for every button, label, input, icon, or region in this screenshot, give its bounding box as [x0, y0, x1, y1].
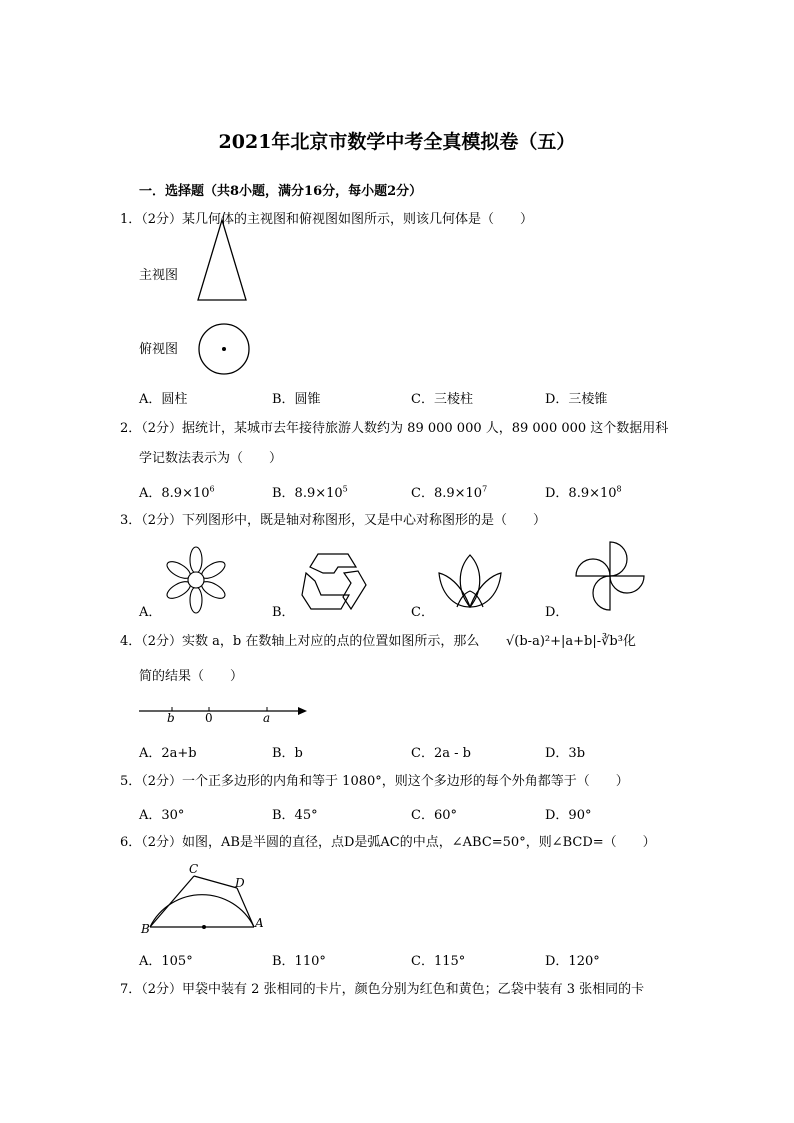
question-4-line1: 4．（2分）实数 a，b 在数轴上对应的点的位置如图所示，那么: [120, 634, 480, 649]
section-heading: 一．选择题（共8小题，满分16分，每小题2分）: [139, 184, 423, 199]
question-6-text: 6．（2分）如图，AB是半圆的直径，点D是弧AC的中点，∠ABC=50°，则∠BCD=（ ）: [120, 835, 656, 850]
top-view-label: 俯视图: [139, 342, 179, 357]
q3-option-d: D．: [545, 605, 569, 620]
q5-option-c: C．60°: [411, 808, 457, 823]
axis-label-a: a: [263, 711, 271, 725]
page-title: 2021年北京市数学中考全真模拟卷（五）: [218, 131, 576, 153]
q2-option-b: B．$8.9\times 10^5$: [272, 484, 348, 501]
q3-option-a: A．: [139, 605, 162, 620]
pinwheel-figure: [574, 540, 646, 612]
axis-label-zero: 0: [205, 711, 213, 725]
q3-option-c: C．: [411, 605, 434, 620]
q1-option-d: D．三棱锥: [545, 392, 608, 407]
q4-option-a: A．2a+b: [139, 746, 197, 761]
question-4-expression: √(b-a)²+|a+b|-∛b³化: [506, 634, 636, 649]
front-view-label: 主视图: [139, 268, 179, 283]
q4-option-b: B．b: [272, 746, 303, 761]
question-1-text: 1．（2分）某几何体的主视图和俯视图如图所示，则该几何体是（ ）: [120, 212, 534, 227]
point-label-a: A: [255, 916, 264, 930]
question-3-text: 3．（2分）下列图形中，既是轴对称图形，又是中心对称图形的是（ ）: [120, 513, 547, 528]
q6-option-d: D．120°: [545, 954, 600, 969]
point-label-c: C: [189, 862, 199, 876]
q1-option-b: B．圆锥: [272, 392, 321, 407]
q2-option-a: A．$8.9\times 10^6$: [139, 484, 215, 501]
q6-option-b: B．110°: [272, 954, 326, 969]
front-view-triangle: [196, 218, 248, 302]
q4-option-d: D．3b: [545, 746, 586, 761]
lotus-figure: [437, 553, 503, 611]
top-view-circle: [197, 322, 251, 376]
q5-option-a: A．30°: [139, 808, 185, 823]
number-line: [139, 700, 309, 730]
q1-option-c: C．三棱柱: [411, 392, 473, 407]
q5-option-d: D．90°: [545, 808, 592, 823]
question-4-line2: 简的结果（ ）: [139, 669, 244, 684]
semicircle-figure: [140, 862, 270, 934]
point-label-b: B: [141, 922, 150, 936]
question-5-text: 5．（2分）一个正多边形的内角和等于 1080°，则这个多边形的每个外角都等于（ ）: [120, 774, 629, 789]
q2-option-c: C．$8.9\times 10^7$: [411, 484, 488, 501]
point-label-d: D: [235, 876, 245, 890]
recycle-figure: [301, 551, 367, 611]
q3-option-b: B．: [272, 605, 295, 620]
q1-option-a: A．圆柱: [139, 392, 188, 407]
q6-option-a: A．105°: [139, 954, 193, 969]
flower-figure: [163, 547, 229, 613]
q5-option-b: B．45°: [272, 808, 318, 823]
axis-label-b: b: [167, 711, 175, 725]
q4-option-c: C．2a - b: [411, 746, 471, 761]
question-2-line2: 学记数法表示为（ ）: [139, 451, 283, 466]
q2-option-d: D．$8.9\times 10^8$: [545, 484, 622, 501]
question-2-line1: 2．（2分）据统计，某城市去年接待旅游人数约为 89 000 000 人，89 000 000 这个数据用科: [120, 421, 669, 436]
q6-option-c: C．115°: [411, 954, 466, 969]
question-7-text: 7．（2分）甲袋中装有 2 张相同的卡片，颜色分别为红色和黄色；乙袋中装有 3 张相同的卡: [120, 982, 645, 997]
